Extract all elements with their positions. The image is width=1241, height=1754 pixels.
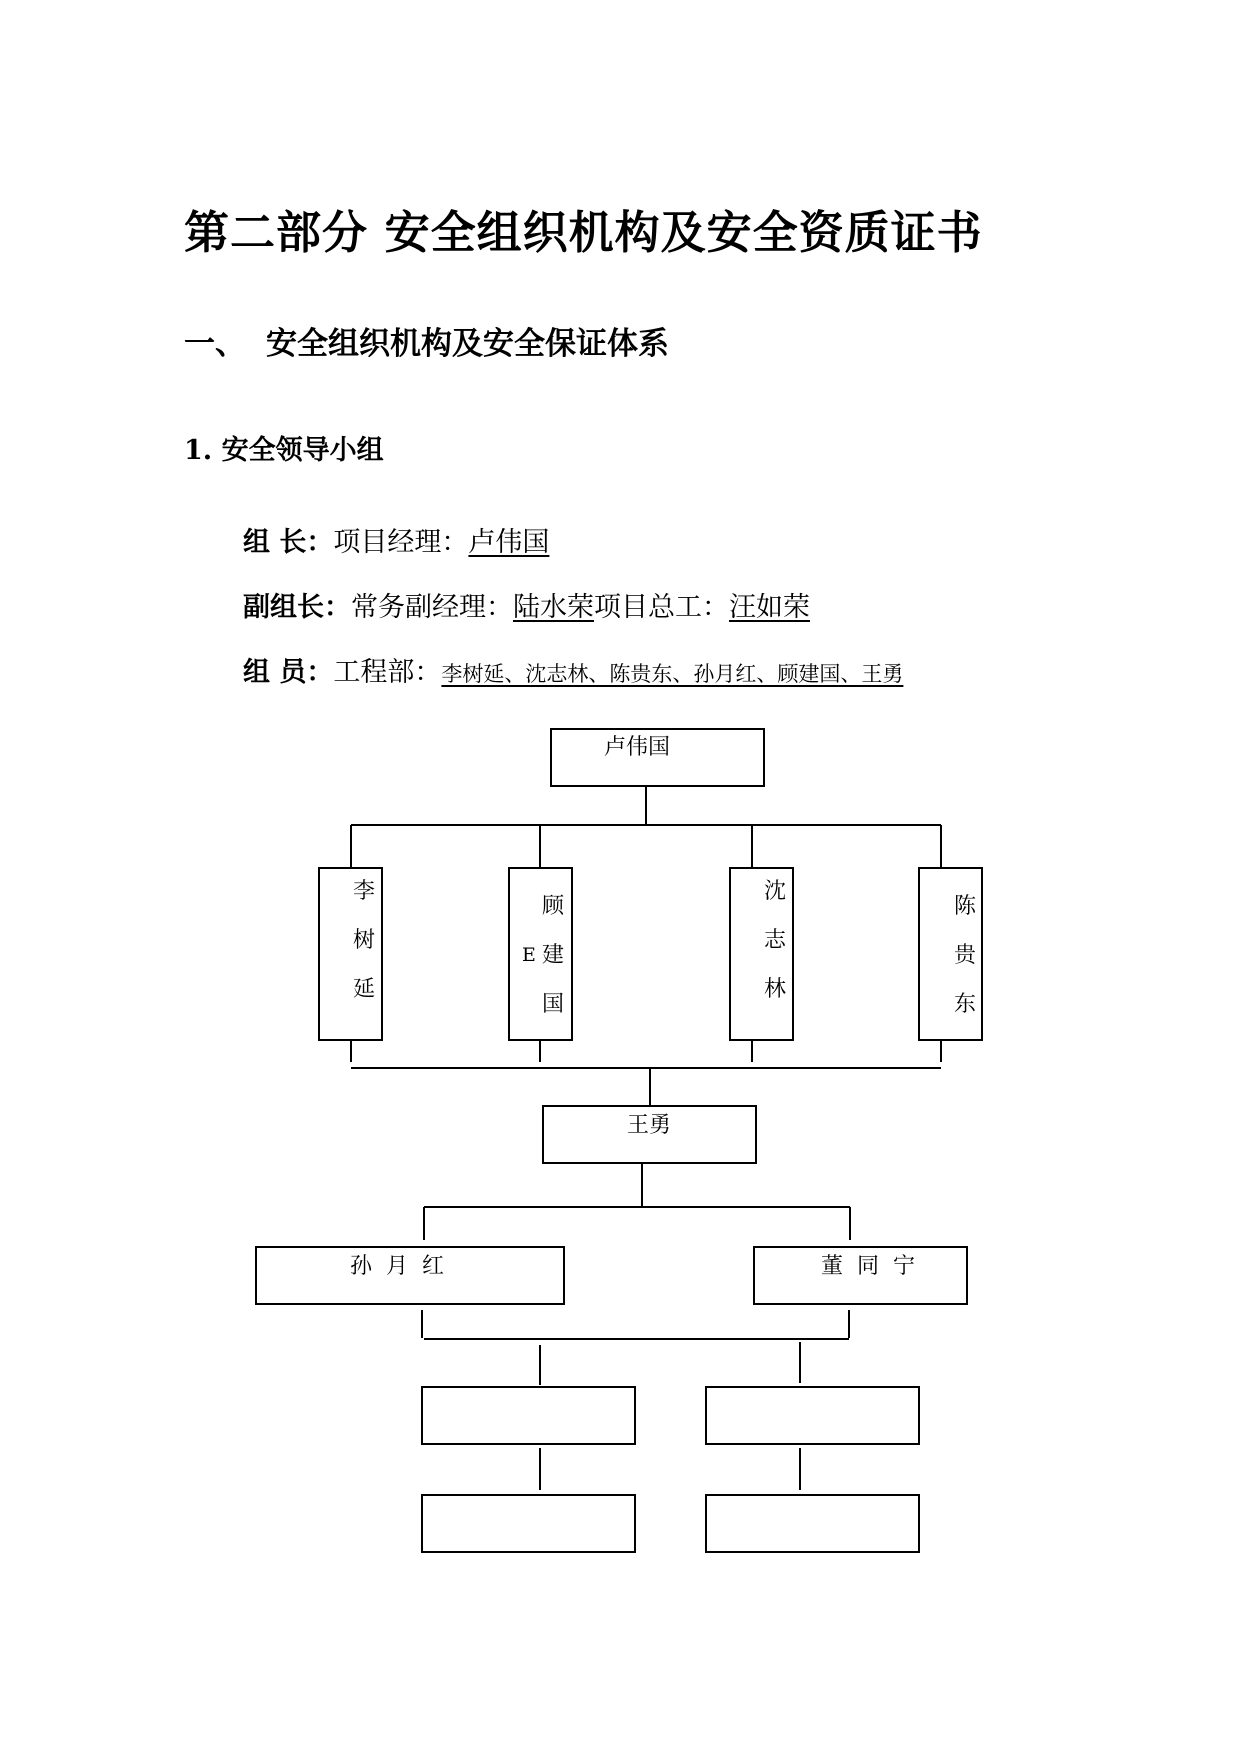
node-box bbox=[706, 1387, 919, 1444]
node-label-char: 陈 bbox=[953, 894, 977, 919]
members-role: 组 员： bbox=[243, 657, 334, 688]
org-node-level4-2 bbox=[754, 1247, 967, 1304]
org-node-level2-3 bbox=[730, 868, 793, 1040]
node-label: 王勇 bbox=[627, 1113, 672, 1138]
deputy-name-1: 陆水荣 bbox=[513, 592, 594, 623]
node-label-char: 李 bbox=[352, 879, 376, 904]
org-node-level2-2 bbox=[509, 868, 572, 1040]
members-department: 工程部： bbox=[333, 657, 442, 688]
node-label-char: 东 bbox=[953, 992, 977, 1017]
subsection-heading: 1. 安全领导小组 bbox=[184, 435, 384, 466]
node-label-char: 志 bbox=[763, 928, 787, 953]
org-node-top bbox=[551, 729, 764, 786]
leader-role: 组 长： bbox=[243, 527, 334, 558]
node-box bbox=[422, 1387, 635, 1444]
node-label-char: 国 bbox=[541, 992, 565, 1017]
org-node-level5-1 bbox=[422, 1387, 635, 1444]
deputy-name-2: 汪如荣 bbox=[729, 592, 810, 623]
node-label-char: 延 bbox=[352, 977, 376, 1002]
org-node-level6-1 bbox=[422, 1495, 635, 1552]
node-label bbox=[954, 894, 978, 1017]
node-label-char: 林 bbox=[763, 977, 787, 1002]
section-title: 安全组织机构及安全保证体系 bbox=[266, 326, 669, 362]
org-node-level2-4 bbox=[919, 868, 982, 1040]
node-label bbox=[353, 879, 375, 1002]
node-box bbox=[422, 1495, 635, 1552]
node-label bbox=[542, 894, 565, 1017]
node-box bbox=[706, 1495, 919, 1552]
section-number: 一、 bbox=[184, 326, 246, 362]
members-names: 李树延、沈志林、陈贵东、孙月红、顾建国、王勇 bbox=[441, 662, 904, 686]
node-label-char: 树 bbox=[352, 928, 376, 953]
org-node-third bbox=[543, 1106, 756, 1163]
deputy-position-1: 常务副经理： bbox=[351, 592, 513, 623]
node-label-char: 顾 bbox=[541, 894, 565, 919]
page-title: 第二部分 安全组织机构及安全资质证书 bbox=[184, 206, 983, 259]
node-label: 孙 月 红 bbox=[350, 1254, 444, 1279]
org-node-level5-2 bbox=[706, 1387, 919, 1444]
node-label bbox=[764, 879, 787, 1002]
node-label: 卢伟国 bbox=[604, 735, 671, 760]
org-node-level4-1 bbox=[256, 1247, 564, 1304]
leader-position: 项目经理： bbox=[333, 527, 469, 558]
node-label-char: 沈 bbox=[763, 879, 787, 904]
org-node-level6-2 bbox=[706, 1495, 919, 1552]
org-node-level2-1 bbox=[319, 868, 382, 1040]
node-label-char: 建 bbox=[541, 943, 565, 968]
leader-name: 卢伟国 bbox=[468, 527, 550, 558]
stray-mark: E bbox=[522, 944, 536, 966]
deputy-position-2: 项目总工： bbox=[594, 592, 729, 623]
node-label-char: 贵 bbox=[953, 943, 977, 968]
node-label: 董 同 宁 bbox=[821, 1254, 915, 1279]
deputy-role: 副组长： bbox=[243, 592, 351, 623]
